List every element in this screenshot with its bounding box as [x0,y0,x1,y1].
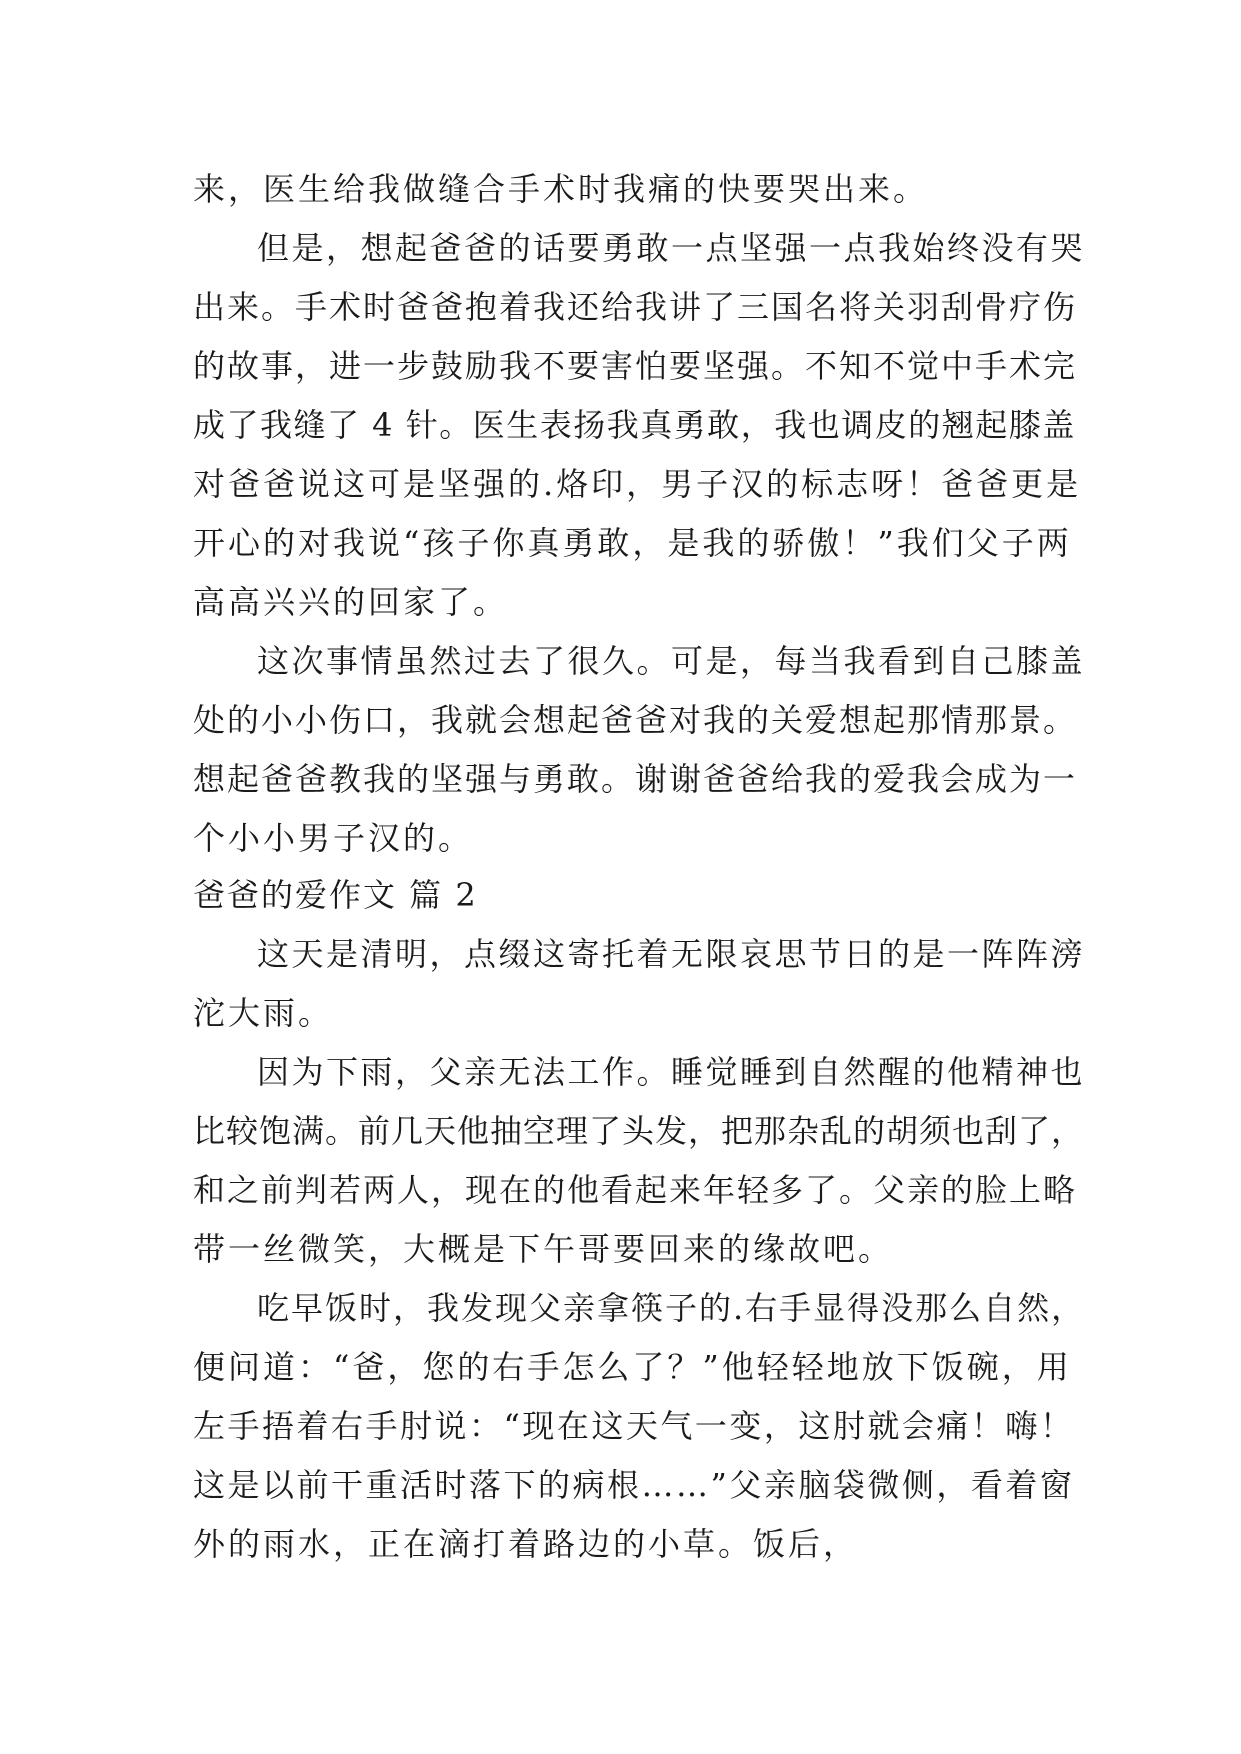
text-line: 个小小男子汉的。 [193,819,474,857]
text-line: 的故事，进一步鼓励我不要害怕要坚强。不知不觉中手术完 [193,347,1078,385]
text-line: 处的小小伤口，我就会想起爸爸对我的关爱想起那情那景。 [193,701,1078,739]
text-line: 高高兴兴的回家了。 [193,583,509,621]
text-line: 开心的对我说“孩子你真勇敢，是我的骄傲！”我们父子两 [193,524,1072,562]
text-line: 外的雨水，正在滴打着路边的小草。饭后， [193,1525,859,1563]
paragraph-start-line: 吃早饭时，我发现父亲拿筷子的.右手显得没那么自然， [257,1289,1086,1327]
text-line: 对爸爸说这可是坚强的.烙印，男子汉的标志呀！爸爸更是 [193,465,1082,503]
text-line: 成了我缝了 4 针。医生表扬我真勇敢，我也调皮的翘起膝盖 [193,406,1076,444]
section-heading: 爸爸的爱作文 篇 2 [193,876,478,914]
text-line: 便问道：“爸，您的右手怎么了？”他轻轻地放下饭碗，用 [193,1348,1072,1386]
text-line: 出来。手术时爸爸抱着我还给我讲了三国名将关羽刮骨疗伤 [193,288,1078,326]
text-line: 左手捂着右手肘说：“现在这天气一变，这肘就会痛！嗨！ [193,1407,1075,1445]
paragraph-start-line: 这天是清明，点缀这寄托着无限哀思节日的是一阵阵滂 [257,935,1086,973]
paragraph-start-line: 因为下雨，父亲无法工作。睡觉睡到自然醒的他精神也 [257,1053,1086,1091]
paragraph-start-line: 但是，想起爸爸的话要勇敢一点坚强一点我始终没有哭 [257,229,1086,267]
paragraph-start-line: 这次事情虽然过去了很久。可是，每当我看到自己膝盖 [257,642,1086,680]
text-line: 来，医生给我做缝合手术时我痛的快要哭出来。 [193,170,929,208]
text-line: 和之前判若两人，现在的他看起来年轻多了。父亲的脸上略 [193,1171,1078,1209]
text-line: 想起爸爸教我的坚强与勇敢。谢谢爸爸给我的爱我会成为一 [193,760,1078,798]
text-line: 比较饱满。前几天他抽空理了头发，把那杂乱的胡须也刮了， [193,1112,1085,1150]
text-line: 带一丝微笑，大概是下午哥要回来的缘故吧。 [193,1230,894,1268]
text-line: 这是以前干重活时落下的病根……”父亲脑袋微侧，看着窗 [193,1466,1075,1504]
text-line: 沱大雨。 [193,994,334,1032]
